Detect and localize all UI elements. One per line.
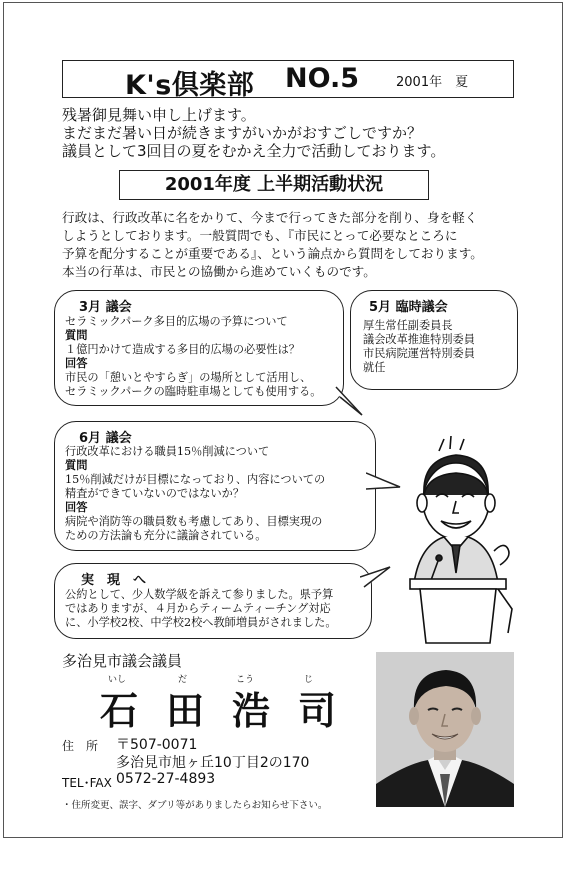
- realized-bubble: [54, 563, 372, 639]
- june-question-label: 質問: [65, 459, 88, 472]
- issue-number: NO.5: [285, 63, 359, 94]
- name-ruby: いし: [108, 675, 127, 685]
- name-ruby: こう: [236, 675, 255, 685]
- march-line: セラミックパークの臨時駐車場としても使用する。: [65, 385, 322, 398]
- may-line: 議会改革推進特別委員: [363, 333, 475, 346]
- intro-line: 行政は、行政改革に名をかりて、今まで行ってきた部分を削り、身を軽く: [62, 210, 478, 225]
- greeting-line: 議員として3回目の夏をむかえ全力で活動しております。: [62, 142, 446, 160]
- intro-line: しようとしております。一般質問でも、『市民にとって必要なところに: [62, 228, 458, 243]
- footnote: ・住所変更、誤字、ダブリ等がありましたらお知らせ下さい。: [62, 800, 328, 811]
- may-line: 市民病院運営特別委員: [363, 347, 475, 360]
- march-line: １億円かけて造成する多目的広場の必要性は？: [65, 343, 300, 356]
- section-title: 2001年度 上半期活動状況: [119, 170, 429, 200]
- realized-heading: 実 現 へ: [81, 573, 147, 588]
- address-label: 住 所: [62, 739, 99, 753]
- newsletter-title: K's倶楽部: [125, 70, 255, 101]
- june-line: 病院や消防等の職員数も考慮してあり、目標実現の: [65, 515, 323, 528]
- profile-name: 石田浩司: [100, 689, 365, 733]
- intro-line: 予算を配分することが重要である』、という論点から質問をしております。: [62, 246, 483, 261]
- june-line: ための方法論も充分に議論されている。: [65, 529, 267, 542]
- caricature-illustration: [394, 433, 524, 648]
- tel-label: TEL･FAX: [62, 776, 112, 790]
- name-ruby: だ: [178, 675, 188, 685]
- may-line: 厚生常任副委員長: [363, 319, 453, 332]
- march-line: セラミックパーク多目的広場の予算について: [65, 315, 288, 328]
- march-heading: 3月 議会: [79, 300, 132, 315]
- realized-line: に、小学校2校、中学校2校へ教師増員がされました。: [65, 616, 337, 629]
- june-line: 行政改革における職員15％削減について: [65, 445, 270, 458]
- may-heading: 5月 臨時議会: [369, 300, 448, 315]
- may-bubble: [350, 290, 518, 390]
- june-heading: 6月 議会: [79, 431, 132, 446]
- tel-number: 0572-27-4893: [116, 771, 216, 787]
- june-bubble: [54, 421, 376, 551]
- june-answer-label: 回答: [65, 501, 88, 514]
- may-line: 就任: [363, 361, 386, 374]
- name-ruby: じ: [304, 675, 314, 685]
- profile-role: 多治見市議会議員: [62, 652, 183, 670]
- intro-line: 本当の行革は、市民との協働から進めていくものです。: [62, 264, 376, 279]
- issue-date: 2001年 夏: [396, 75, 469, 90]
- realized-line: ではありますが、４月からティームティーチング対応: [65, 602, 331, 615]
- march-line: 市民の「憩いとやすらぎ」の場所として活用し、: [65, 371, 312, 384]
- march-question-label: 質問: [65, 329, 88, 342]
- postal-code: 〒507-0071: [116, 737, 198, 753]
- realized-line: 公約として、少人数学級を訴えて参りました。県予算: [65, 588, 334, 601]
- june-line: 精査ができていないのではないか？: [65, 487, 245, 500]
- greeting-line: 残暑御見舞い申し上げます。: [62, 106, 256, 124]
- march-answer-label: 回答: [65, 357, 88, 370]
- greeting-line: まだまだ暑い日が続きますがいかがおすごしですか？: [62, 124, 423, 142]
- june-line: 15％削減だけが目標になっており、内容についての: [65, 473, 326, 486]
- header-title-box: [62, 60, 514, 101]
- march-bubble: [54, 290, 344, 406]
- newsletter-page: [3, 2, 563, 838]
- portrait-photo: [376, 652, 514, 807]
- person-at-podium-caricature: [410, 436, 512, 643]
- address: 多治見市旭ヶ丘10丁目2の170: [116, 755, 310, 771]
